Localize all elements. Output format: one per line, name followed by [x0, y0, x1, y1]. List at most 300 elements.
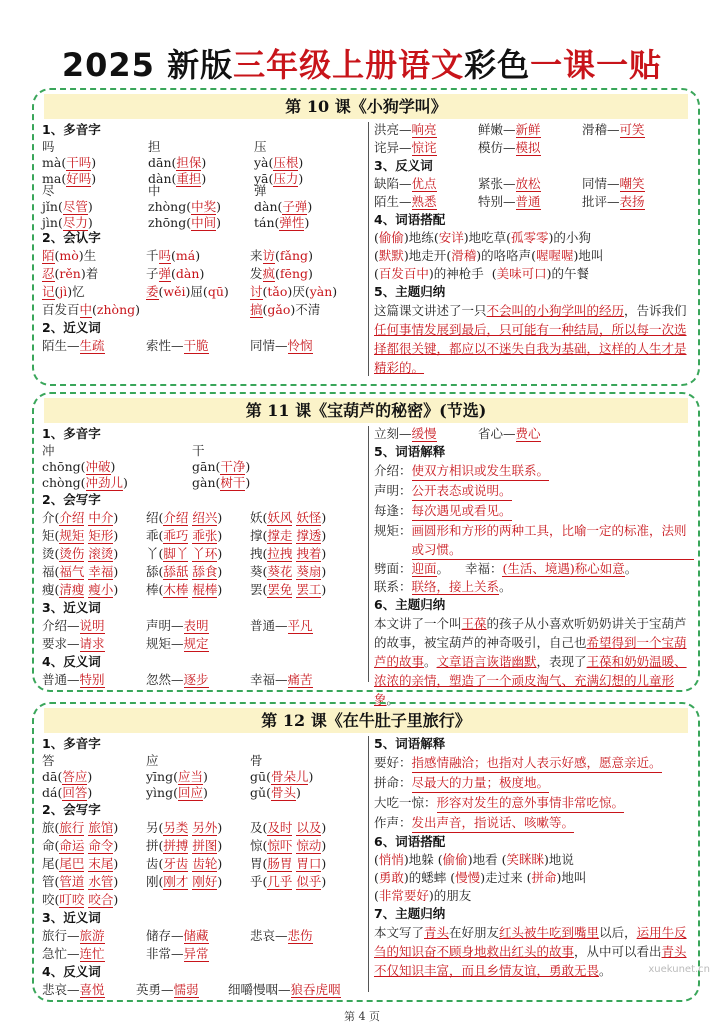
reading-line: yā(压力): [254, 171, 304, 186]
word: 牙齿: [163, 856, 189, 871]
word: 叮咬: [59, 892, 85, 907]
reading-line: chòng(冲劲儿): [42, 475, 128, 490]
pinyin: ma: [42, 171, 62, 186]
char: 瘦: [42, 582, 55, 597]
title-part: 新版: [167, 46, 234, 84]
reading-line: jǐn(尽管): [42, 199, 93, 214]
word: 冲破: [85, 459, 111, 474]
definition-row: [374, 793, 694, 813]
word: 拼图: [192, 838, 218, 853]
term: 声明：: [374, 483, 412, 498]
polyphone-group: [254, 139, 360, 186]
column-divider: [368, 736, 369, 992]
right-column: [374, 735, 694, 980]
word-row: 陌生—熟悉 特别—普通 批评—表扬: [374, 194, 645, 209]
page-title: [0, 40, 724, 86]
write-cell: 齿(牙齿 齿轮): [146, 856, 223, 871]
column-divider: [368, 426, 369, 682]
word-row: 陌生—生疏 索性—干脆 同情—怜悯: [42, 338, 313, 353]
title-part: 一课一贴: [530, 46, 663, 84]
char: 拼: [146, 838, 159, 853]
word: 妖风: [267, 510, 293, 525]
section-title: 7、主题归纳: [374, 906, 446, 921]
char: 胃: [250, 856, 263, 871]
write-row: [42, 527, 364, 545]
section-title: 1、多音字: [42, 426, 101, 441]
word: 撑走: [267, 528, 293, 543]
definition-row: [374, 753, 694, 773]
section-title: 3、反义词: [374, 158, 433, 173]
char: 刚: [146, 874, 159, 889]
word: 管道: [59, 874, 85, 889]
polyphone-char: 应: [146, 753, 159, 768]
theme-paragraph: 本文写了青头在好朋友红头被牛吃到嘴里以后，运用牛反刍的知识奋不顾身地救出红头的故事，从中可以看出青头不仅知识丰富，而且乡情友谊，勇敢无畏。: [374, 925, 687, 978]
title-part: 彩色: [464, 46, 531, 84]
term: 大吃一惊：: [374, 795, 437, 810]
word: 瘦小: [88, 582, 114, 597]
char: 命: [42, 838, 55, 853]
pinyin: chòng: [42, 475, 81, 490]
word: 木棒: [163, 582, 189, 597]
word: 命令: [88, 838, 114, 853]
definition-row: [374, 773, 694, 793]
section-title: 4、反义词: [42, 654, 101, 669]
polyphone-char: 中: [148, 183, 161, 198]
definition: 发出声音，指说话、咳嗽等。: [412, 813, 575, 833]
write-cell: 乎(几乎 似乎): [250, 874, 327, 889]
word: 葵扇: [296, 564, 322, 579]
definition-row: [374, 521, 694, 560]
lesson-12-card: [32, 702, 700, 1002]
word: 滚烫: [88, 546, 114, 561]
word-row: 百发百中(zhòng) 搞(gǎo)不清: [42, 302, 321, 317]
phrase-row: (偷偷)地练(安详)地吃草(孤零零)的小狗: [374, 230, 591, 245]
word-row: 介绍—说明 声明—表明 普通—平凡: [42, 618, 313, 633]
pinyin: yīng: [146, 769, 174, 784]
pinyin: yìng: [146, 785, 174, 800]
word: 罢工: [296, 582, 322, 597]
word: 末尾: [88, 856, 114, 871]
write-cell: 丫(脚丫 丫环): [146, 546, 223, 561]
char: 乖: [146, 528, 159, 543]
write-cell: 福(福气 幸福): [42, 564, 119, 579]
word: 中奖: [191, 199, 217, 214]
word: 弹性: [279, 215, 305, 230]
watermark: xuekunet.cn: [648, 964, 710, 975]
char: 棒: [146, 582, 159, 597]
write-cell: 刚(刚才 刚好): [146, 874, 223, 889]
page-number: 第 4 页: [344, 1010, 380, 1023]
word: 尾巴: [59, 856, 85, 871]
phrase-row: (百发百中)的神枪手 (美味可口)的午餐: [374, 266, 590, 281]
phrase-row: (默默)地走开(滑稽)的咯咯声(喔喔喔)地叫: [374, 248, 604, 263]
section-title: 5、主题归纳: [374, 284, 446, 299]
column-divider: [368, 122, 369, 376]
term: 介绍：: [374, 463, 412, 478]
left-column: [42, 425, 364, 689]
definition: 使双方相识或发生联系。: [412, 461, 550, 481]
char: 及: [250, 820, 263, 835]
write-row: [42, 545, 364, 563]
right-column: [374, 121, 694, 377]
word: 罢免: [267, 582, 293, 597]
write-cell: 绍(介绍 绍兴): [146, 510, 223, 525]
definition: 尽最大的力量；极度地。: [412, 773, 550, 793]
char: 丫: [146, 546, 159, 561]
write-cell: 及(及时 以及): [250, 820, 327, 835]
write-cell: 胃(肠胃 胃口): [250, 856, 327, 871]
section-title: 3、近义词: [42, 910, 101, 925]
char: 另: [146, 820, 159, 835]
word: 另外: [192, 820, 218, 835]
write-row: [42, 837, 364, 855]
word: 回答: [62, 785, 88, 800]
word: 福气: [59, 564, 85, 579]
word: 烫伤: [59, 546, 85, 561]
word: 规矩: [59, 528, 85, 543]
write-cell: 咬(叮咬 咬合): [42, 892, 119, 907]
char: 葵: [250, 564, 263, 579]
polyphone-char: 压: [254, 139, 267, 154]
char: 管: [42, 874, 55, 889]
reading-line: jìn(尽力): [42, 215, 93, 230]
definition: 指感情融洽；也指对人表示好感，愿意亲近。: [412, 753, 662, 773]
word-row: 要求—请求 规矩—规定: [42, 636, 209, 651]
word: 尽管: [62, 199, 88, 214]
word: 子弹: [282, 199, 308, 214]
word: 乖张: [192, 528, 218, 543]
word: 好吗: [66, 171, 92, 186]
word: 肠胃: [267, 856, 293, 871]
theme-paragraph: 本文讲了一个叫王葆的孩子从小喜欢听奶奶讲关于宝葫芦的故事，被宝葫芦的神奇吸引，自己也希望得到一个宝葫芦的故事。文章语言诙谐幽默，表现了王葆和奶奶温暖、浓浓的亲情，塑造了一个顽皮淘气、充满幻想的儿童形象。: [374, 616, 687, 707]
word: 冲劲儿: [85, 475, 124, 490]
word: 脚丫: [163, 546, 189, 561]
word: 介绍: [59, 510, 85, 525]
word: 丫环: [192, 546, 218, 561]
char: 乎: [250, 874, 263, 889]
word: 尽力: [62, 215, 88, 230]
write-cell: 尾(尾巴 末尾): [42, 856, 119, 871]
word: 担保: [176, 155, 202, 170]
phrase-row: (非常要好)的朋友: [374, 888, 472, 903]
reading-line: dā(答应): [42, 769, 93, 784]
polyphone-char: 干: [192, 443, 205, 458]
word: 棍棒: [192, 582, 218, 597]
polyphone-group: [148, 183, 222, 230]
pinyin: jǐn: [42, 199, 58, 214]
pinyin: dàn: [254, 199, 278, 214]
word: 中介: [88, 510, 114, 525]
write-row: [42, 509, 364, 527]
word: 拉拽: [267, 546, 293, 561]
term: 作声：: [374, 815, 412, 830]
word: 以及: [296, 820, 322, 835]
pinyin: yà: [254, 155, 269, 170]
pinyin: gū: [250, 769, 267, 784]
word: 舔食: [192, 564, 218, 579]
left-column: [42, 735, 364, 999]
word: 惊动: [296, 838, 322, 853]
lesson-header: 第 11 课《宝葫芦的秘密》(节选): [44, 398, 688, 423]
reading-line: dàn(重担): [148, 171, 207, 186]
section-title: 4、反义词: [42, 964, 101, 979]
polyphone-group: [192, 443, 342, 490]
write-cell: 罢(罢免 罢工): [250, 582, 327, 597]
lesson-header: 第 10 课《小狗学叫》: [44, 94, 688, 119]
char: 福: [42, 564, 55, 579]
pinyin: zhōng: [148, 215, 187, 230]
section-title: 5、词语解释: [374, 736, 446, 751]
word-row: 立刻—缓慢 省心—费心: [374, 426, 541, 441]
word: 水管: [88, 874, 114, 889]
reading-line: yīng(应当): [146, 769, 208, 784]
polyphone-char: 吗: [42, 139, 55, 154]
title-part: 三年级上册语文: [233, 46, 465, 84]
write-cell: 瘦(清瘦 瘦小): [42, 582, 119, 597]
write-row: [42, 891, 364, 909]
word: 乖巧: [163, 528, 189, 543]
word: 舔舐: [163, 564, 189, 579]
term: 要好：: [374, 755, 412, 770]
polyphone-group: [250, 753, 354, 800]
write-cell: 棒(木棒 棍棒): [146, 582, 223, 597]
word: 矩形: [88, 528, 114, 543]
write-cell: 乖(乖巧 乖张): [146, 528, 223, 543]
write-row: [42, 873, 364, 891]
reading-line: gān(干净): [192, 459, 251, 474]
word-row: 忍(rěn)着 子弹(dàn) 发疯(fēng): [42, 266, 313, 281]
write-row: [42, 563, 364, 581]
word: 几乎: [267, 874, 293, 889]
word: 拽着: [296, 546, 322, 561]
word: 干吗: [66, 155, 92, 170]
write-cell: 管(管道 水管): [42, 874, 119, 889]
section-title: 6、词语搭配: [374, 834, 446, 849]
polyphone-char: 骨: [250, 753, 263, 768]
term: 规矩：: [374, 523, 412, 538]
word: 幸福: [88, 564, 114, 579]
section-title: 2、会写字: [42, 492, 101, 507]
section-title: 2、会认字: [42, 230, 101, 245]
reading-line: tán(弹性): [254, 215, 310, 230]
word: 命运: [59, 838, 85, 853]
polyphone-group: [42, 139, 148, 186]
write-cell: 烫(烫伤 滚烫): [42, 546, 119, 561]
polyphone-char: 担: [148, 139, 161, 154]
write-cell: 妖(妖风 妖怪): [250, 510, 327, 525]
write-row: [42, 819, 364, 837]
reading-line: gàn(树干): [192, 475, 251, 490]
word: 压根: [273, 155, 299, 170]
char: 烫: [42, 546, 55, 561]
pinyin: dā: [42, 769, 58, 784]
pinyin: dān: [148, 155, 172, 170]
reading-line: yìng(回应): [146, 785, 208, 800]
polyphone-group: [254, 183, 313, 230]
word: 树干: [220, 475, 246, 490]
word: 重担: [176, 171, 202, 186]
word: 旅馆: [88, 820, 114, 835]
word: 另类: [163, 820, 189, 835]
word-row: 悲哀—喜悦 英勇—懦弱 细嚼慢咽—狼吞虎咽: [42, 982, 341, 997]
definition: 形容对发生的意外事情非常吃惊。: [437, 793, 625, 813]
title-year: 2025: [61, 46, 155, 84]
word: 中间: [191, 215, 217, 230]
word-row: 陌(mò)生 千吗(má) 来访(fǎng): [42, 248, 313, 263]
reading-line: gū(骨朵儿): [250, 769, 314, 784]
definition: 画圆形和方形的两种工具，比喻一定的标准，法则或习惯。: [412, 521, 694, 560]
write-cell: 介(介绍 中介): [42, 510, 119, 525]
char: 绍: [146, 510, 159, 525]
write-cell: 矩(规矩 矩形): [42, 528, 119, 543]
lesson-header: 第 12 课《在牛肚子里旅行》: [44, 708, 688, 733]
polyphone-char: 冲: [42, 443, 55, 458]
word-row: 记(jì)忆 委(wěi)屈(qū) 讨(tǎo)厌(yàn): [42, 284, 338, 299]
write-row: [42, 581, 364, 599]
polyphone-group: [146, 753, 250, 800]
polyphone-group: [42, 753, 146, 800]
char: 矩: [42, 528, 55, 543]
reading-line: gǔ(骨头): [250, 785, 301, 800]
reading-line: zhōng(中间): [148, 215, 222, 230]
word: 撑透: [296, 528, 322, 543]
word: 回应: [178, 785, 204, 800]
polyphone-group: [42, 443, 192, 490]
section-title: 3、近义词: [42, 600, 101, 615]
write-row: [42, 855, 364, 873]
word: 刚才: [163, 874, 189, 889]
theme-paragraph: 这篇课文讲述了一只不会叫的小狗学叫的经历，告诉我们任何事情发展到最后，只可能有一种结局，所以每一次选择都很关键，都应以不迷失自我为基础，这样的人生才是精彩的。: [374, 303, 687, 375]
word: 绍兴: [192, 510, 218, 525]
word-row: 急忙—连忙 非常—异常: [42, 946, 209, 961]
reading-line: ma(好吗): [42, 171, 97, 186]
pinyin: gān: [192, 459, 216, 474]
write-cell: 葵(葵花 葵扇): [250, 564, 327, 579]
pinyin: zhòng: [148, 199, 187, 214]
word: 拼搏: [163, 838, 189, 853]
word-row: 普通—特别 忽然—逐步 幸福—痛苦: [42, 672, 313, 687]
word: 答应: [62, 769, 88, 784]
word-row: 洪亮—响亮 鲜嫩—新鲜 滑稽—可笑: [374, 122, 645, 137]
word: 惊吓: [267, 838, 293, 853]
section-title: 2、近义词: [42, 320, 101, 335]
word: 齿轮: [192, 856, 218, 871]
pinyin: dàn: [148, 171, 172, 186]
pinyin: gǔ: [250, 785, 267, 800]
phrase-row: (悄悄)地躲 (偷偷)地看 (笑眯眯)地说: [374, 852, 574, 867]
polyphone-char: 答: [42, 753, 55, 768]
pinyin: chōng: [42, 459, 81, 474]
definition-row: [374, 481, 694, 501]
reading-line: yà(压根): [254, 155, 304, 170]
definition-row: [374, 461, 694, 481]
write-cell: 拽(拉拽 拽着): [250, 546, 327, 561]
pinyin: dá: [42, 785, 58, 800]
pinyin: tán: [254, 215, 275, 230]
char: 齿: [146, 856, 159, 871]
definition-row: 劈面：迎面。 幸福：(生活、境遇)称心如意。: [374, 561, 638, 576]
write-cell: 旅(旅行 旅馆): [42, 820, 119, 835]
polyphone-group: [148, 139, 254, 186]
word: 及时: [267, 820, 293, 835]
pinyin: jìn: [42, 215, 58, 230]
reading-line: dān(担保): [148, 155, 207, 170]
word-row: 缺陷—优点 紧张—放松 同情—嘲笑: [374, 176, 645, 191]
word: 骨朵儿: [270, 769, 309, 784]
word: 胃口: [296, 856, 322, 871]
char: 尾: [42, 856, 55, 871]
word: 清瘦: [59, 582, 85, 597]
polyphone-char: 尽: [42, 183, 55, 198]
write-cell: 命(命运 命令): [42, 838, 119, 853]
section-title: 4、词语搭配: [374, 212, 446, 227]
left-column: [42, 121, 364, 355]
definition: 每次遇见或看见。: [412, 501, 512, 521]
definition-row: [374, 813, 694, 833]
word: 应当: [178, 769, 204, 784]
word-row: 旅行—旅游 储存—储藏 悲哀—悲伤: [42, 928, 313, 943]
word: 骨头: [270, 785, 296, 800]
word: 介绍: [163, 510, 189, 525]
definition-row: 联系：联络，接上关系。: [374, 579, 512, 594]
polyphone-char: 弹: [254, 183, 267, 198]
char: 旅: [42, 820, 55, 835]
char: 咬: [42, 892, 55, 907]
char: 拽: [250, 546, 263, 561]
section-title: 2、会写字: [42, 802, 101, 817]
word: 干净: [220, 459, 246, 474]
term: 拼命：: [374, 775, 412, 790]
word: 葵花: [267, 564, 293, 579]
char: 介: [42, 510, 55, 525]
write-cell: 撑(撑走 撑透): [250, 528, 327, 543]
char: 撑: [250, 528, 263, 543]
reading-line: chōng(冲破): [42, 459, 116, 474]
word: 咬合: [88, 892, 114, 907]
pinyin: mà: [42, 155, 62, 170]
phrase-row: (勇敢)的蟋蟀 (慢慢)走过来 (拼命)地叫: [374, 870, 587, 885]
word-row: 诧异—惊诧 模仿—模拟: [374, 140, 541, 155]
definition-row: [374, 501, 694, 521]
word: 旅行: [59, 820, 85, 835]
right-column: [374, 425, 694, 709]
pinyin: yā: [254, 171, 269, 186]
section-title: 5、词语解释: [374, 444, 446, 459]
reading-line: dàn(子弹): [254, 199, 313, 214]
definition: 公开表态或说明。: [412, 481, 512, 501]
write-cell: 拼(拼搏 拼图): [146, 838, 223, 853]
write-cell: 惊(惊吓 惊动): [250, 838, 327, 853]
section-title: 6、主题归纳: [374, 597, 446, 612]
write-cell: 舔(舔舐 舔食): [146, 564, 223, 579]
section-title: 1、多音字: [42, 736, 101, 751]
reading-line: zhòng(中奖): [148, 199, 222, 214]
char: 罢: [250, 582, 263, 597]
lesson-11-card: [32, 392, 700, 707]
reading-line: mà(干吗): [42, 155, 97, 170]
word: 刚好: [192, 874, 218, 889]
char: 妖: [250, 510, 263, 525]
word: 似乎: [296, 874, 322, 889]
pinyin: gàn: [192, 475, 216, 490]
polyphone-group: [42, 183, 93, 230]
lesson-10-card: [32, 88, 700, 386]
reading-line: dá(回答): [42, 785, 93, 800]
write-cell: 另(另类 另外): [146, 820, 223, 835]
char: 舔: [146, 564, 159, 579]
word: 压力: [273, 171, 299, 186]
section-title: 1、多音字: [42, 122, 101, 137]
